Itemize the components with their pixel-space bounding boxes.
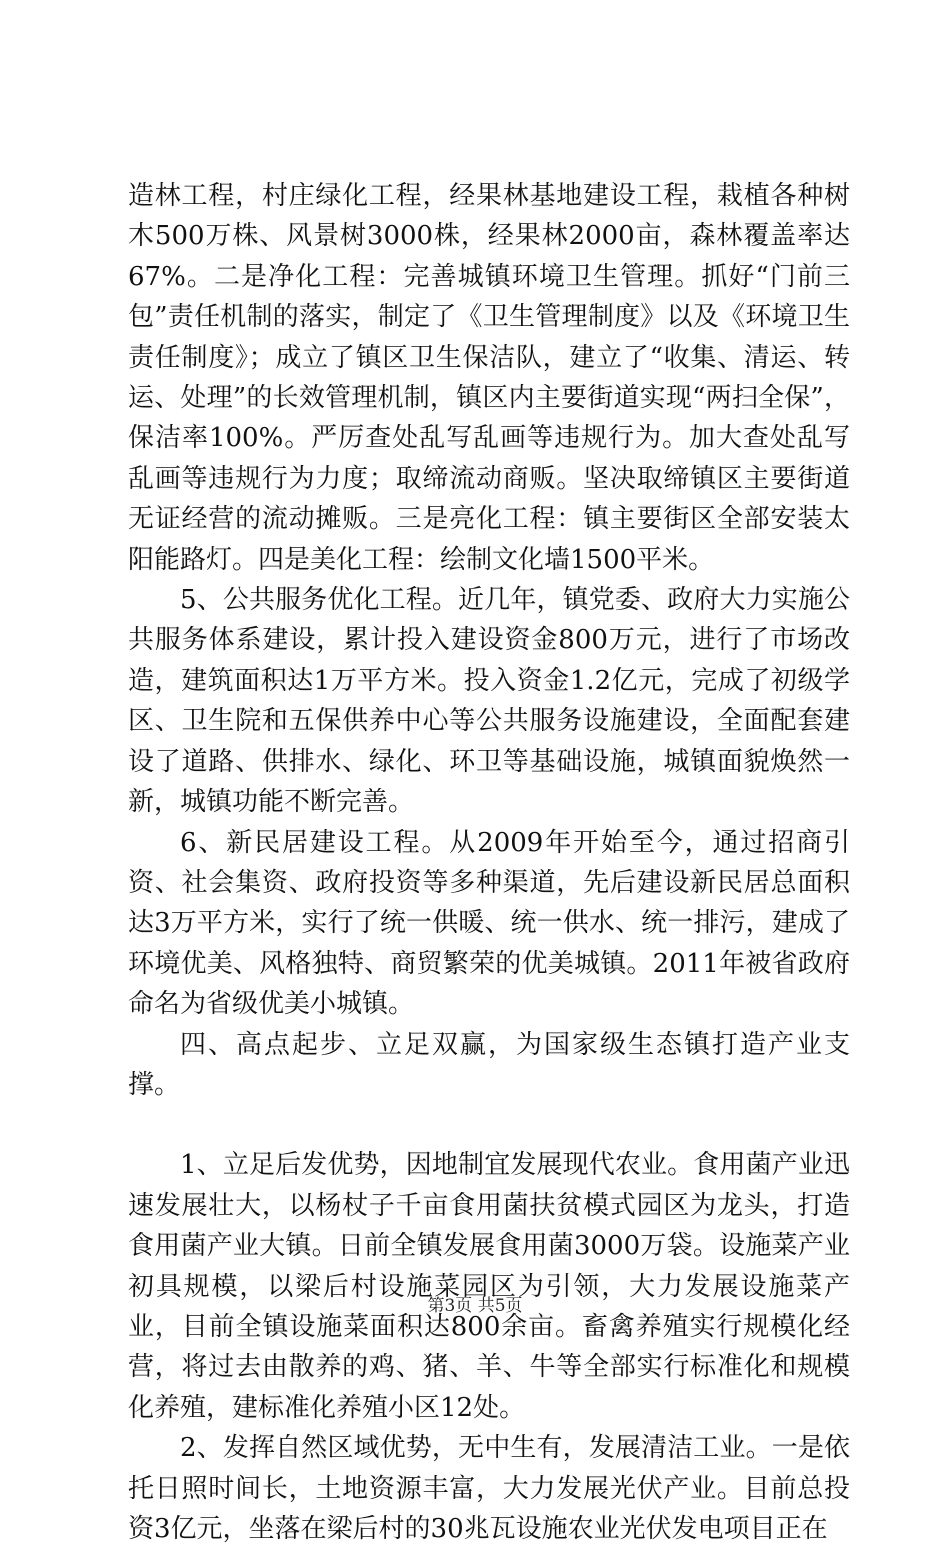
paragraph-agriculture: 1、立足后发优势，因地制宜发展现代农业。食用菌产业迅速发展壮大，以杨杖子千亩食用菌扶贫模式园区为龙头，打造食用菌产业大镇。日前全镇发展食用菌3000万袋。设施菜产业初具规模，以梁后村设施菜园区为引领，大力发展设施菜产业，目前全镇设施菜面积达800余亩。畜禽养殖实行规模化经营，将过去由散养的鸡、猪、羊、牛等全部实行标准化和规模化养殖，建标准化养殖小区12处。 xyxy=(128,1150,850,1423)
paragraph-new-residence: 6、新民居建设工程。从2009年开始至今，通过招商引资、社会集资、政府投资等多种渠道，先后建设新民居总面积达3万平方米，实行了统一供暖、统一供水、统一排污，建成了环境优美、风格独特、商贸繁荣的优美城镇。2011年被省政府命名为省级优美小城镇。 xyxy=(128,827,850,1020)
paragraph-continuation: 造林工程，村庄绿化工程，经果林基地建设工程，栽植各种树木500万株、风景树3000株，经果林2000亩，森林覆盖率达67%。二是净化工程：完善城镇环境卫生管理。抓好“门前三包”责任机制的落实，制定了《卫生管理制度》以及《环境卫生责任制度》；成立了镇区卫生保洁队，建立了“收集、清运、转运、处理”的长效管理机制，镇区内主要街道实现“两扫全保”，保洁率100%。严厉查处乱写乱画等违规行为。加大查处乱写乱画等违规行为力度；取缔流动商贩。坚决取缔镇区主要街道无证经营的流动摊贩。三是亮化工程：镇主要街区全部安装太阳能路灯。四是美化工程：绘制文化墙1500平米。 xyxy=(128,181,850,575)
paragraph-clean-industry: 2、发挥自然区域优势，无中生有，发展清洁工业。一是依托日照时间长，土地资源丰富，大力发展光伏产业。目前总投资3亿元，坐落在梁后村的30兆瓦设施农业光伏发电项目正在 xyxy=(128,1433,850,1544)
paragraph-spacer xyxy=(128,1105,850,1145)
page-footer: 第3页 共5页 xyxy=(427,1296,523,1316)
body-text xyxy=(128,176,850,1549)
paragraph-public-service: 5、公共服务优化工程。近几年，镇党委、政府大力实施公共服务体系建设，累计投入建设资金800万元，进行了市场改造，建筑面积达1万平方米。投入资金1.2亿元，完成了初级学区、卫生院和五保供养中心等公共服务设施建设，全面配套建设了道路、供排水、绿化、环卫等基础设施，城镇面貌焕然一新，城镇功能不断完善。 xyxy=(128,585,850,818)
section-heading-four: 四、高点起步、立足双赢，为国家级生态镇打造产业支撑。 xyxy=(128,1029,850,1100)
